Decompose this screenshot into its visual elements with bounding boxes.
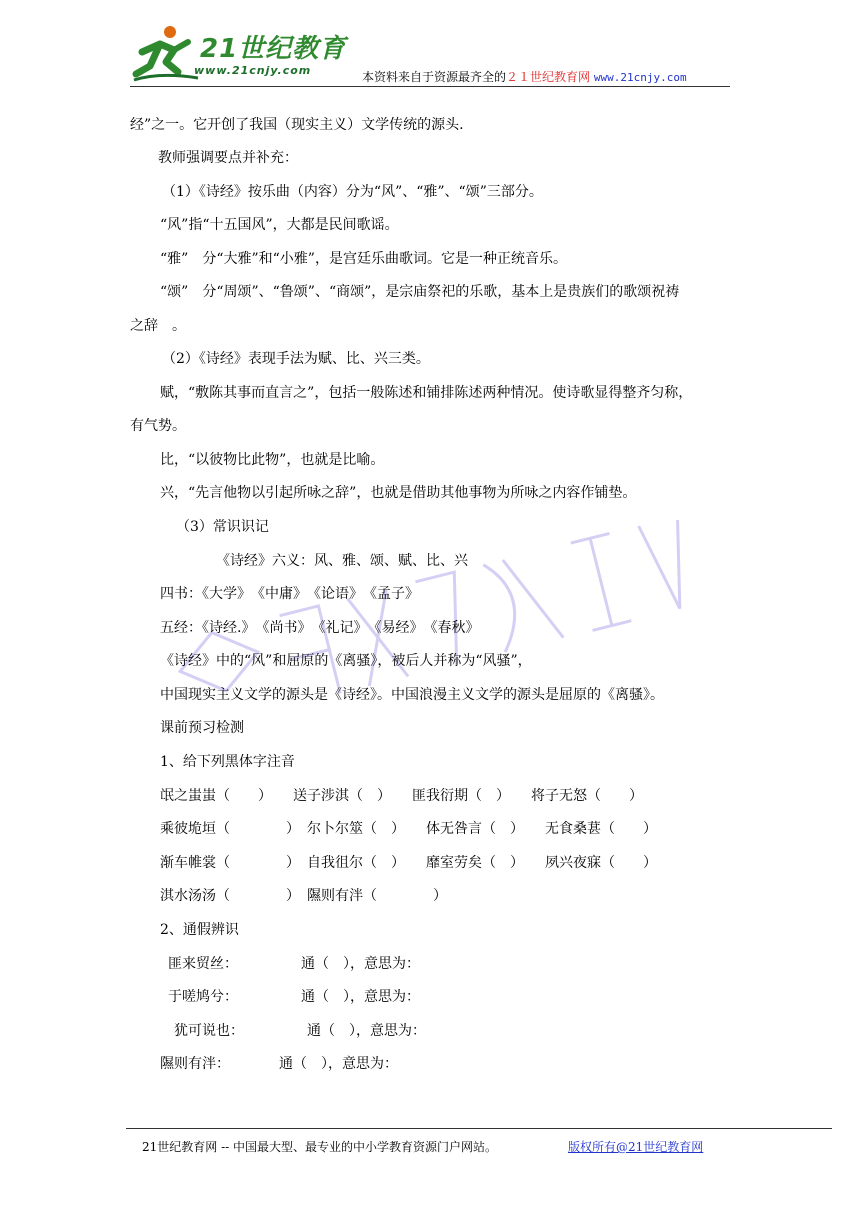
body-line: 兴，“先言他物以引起所咏之辞”，也就是借助其他事物为所咏之内容作铺垫。 <box>160 485 637 501</box>
exercise-row: 隰则有泮： 通（ ），意思为： <box>160 1056 398 1072</box>
body-line: 2、通假辨识 <box>160 922 239 938</box>
body-line: “颂” 分“周颂”、“鲁颂”、“商颂”，是宗庙祭祀的乐歌，基本上是贵族们的歌颂祝祷 <box>160 284 680 300</box>
body-line: “雅” 分“大雅”和“小雅”，是宫廷乐曲歌词。它是一种正统音乐。 <box>160 251 567 267</box>
logo-url: www.21cnjy.com <box>194 64 312 77</box>
header-divider <box>130 86 730 87</box>
body-line: （2）《诗经》表现手法为赋、比、兴三类。 <box>162 351 430 367</box>
body-line: “风”指“十五国风”，大都是民间歌谣。 <box>160 217 399 233</box>
header-note-site[interactable]: ２１世纪教育网 <box>506 70 591 84</box>
body-line: 经”之一。它开创了我国（现实主义）文学传统的源头. <box>130 117 464 133</box>
body-line: 《诗经》中的“风”和屈原的《离骚》，被后人并称为“风骚”， <box>160 653 532 669</box>
page-header <box>130 22 730 88</box>
header-note-url[interactable]: www.21cnjy.com <box>593 71 687 84</box>
body-line: 教师强调要点并补充： <box>158 150 298 166</box>
exercise-row: 匪来贸丝： 通（ ），意思为： <box>168 956 420 972</box>
exercise-row: 渐车帷裳（ ） 自我徂尔（ ） 靡室劳矣（ ） 夙兴夜寐（ ） <box>160 855 657 871</box>
body-line: 课前预习检测 <box>160 720 244 736</box>
body-line: 《诗经》六义：风、雅、颂、赋、比、兴 <box>216 553 468 569</box>
exercise-row: 乘彼垝垣（ ） 尔卜尔筮（ ） 体无咎言（ ） 无食桑葚（ ） <box>160 821 657 837</box>
exercise-row: 于嗟鸠兮： 通（ ），意思为： <box>168 989 420 1005</box>
body-line: 1、给下列黑体字注音 <box>160 754 295 770</box>
body-line: （3）常识识记 <box>176 519 269 535</box>
header-note-prefix: 本资料来自于资源最齐全的 <box>362 70 507 84</box>
logo-text: 21世纪教育 <box>200 34 347 64</box>
body-line: 赋，“敷陈其事而直言之”，包括一般陈述和铺排陈述两种情况。使诗歌显得整齐匀称， <box>160 385 693 401</box>
body-line: 比，“以彼物比此物”，也就是比喻。 <box>160 452 385 468</box>
header-note <box>362 68 687 85</box>
body-line: 之辞 。 <box>130 318 186 334</box>
runner-icon <box>130 22 202 84</box>
footer-copyright-link[interactable]: 版权所有@21世纪教育网 <box>568 1140 704 1154</box>
site-logo <box>130 22 350 86</box>
body-line: 四书：《大学》 《中庸》 《论语》 《孟子》 <box>160 586 419 602</box>
body-line: 中国现实主义文学的源头是《诗经》。中国浪漫主义文学的源头是屈原的《离骚》。 <box>160 687 664 703</box>
exercise-row: 氓之蚩蚩（ ） 送子涉淇（ ） 匪我衍期（ ） 将子无怒（ ） <box>160 788 643 804</box>
footer-divider <box>126 1128 832 1129</box>
exercise-row: 淇水汤汤（ ） 隰则有泮（ ） <box>160 888 447 904</box>
footer-text: 21世纪教育网 -- 中国最大型、最专业的中小学教育资源门户网站。 <box>142 1140 498 1154</box>
body-line: 五经：《诗经.》 《尚书》 《礼记》 《易经》 《春秋》 <box>160 620 480 636</box>
body-line: 有气势。 <box>130 418 186 434</box>
exercise-row: 犹可说也： 通（ ），意思为： <box>174 1023 426 1039</box>
body-line: （1）《诗经》按乐曲（内容）分为“风”、“雅”、“颂”三部分。 <box>162 184 543 200</box>
